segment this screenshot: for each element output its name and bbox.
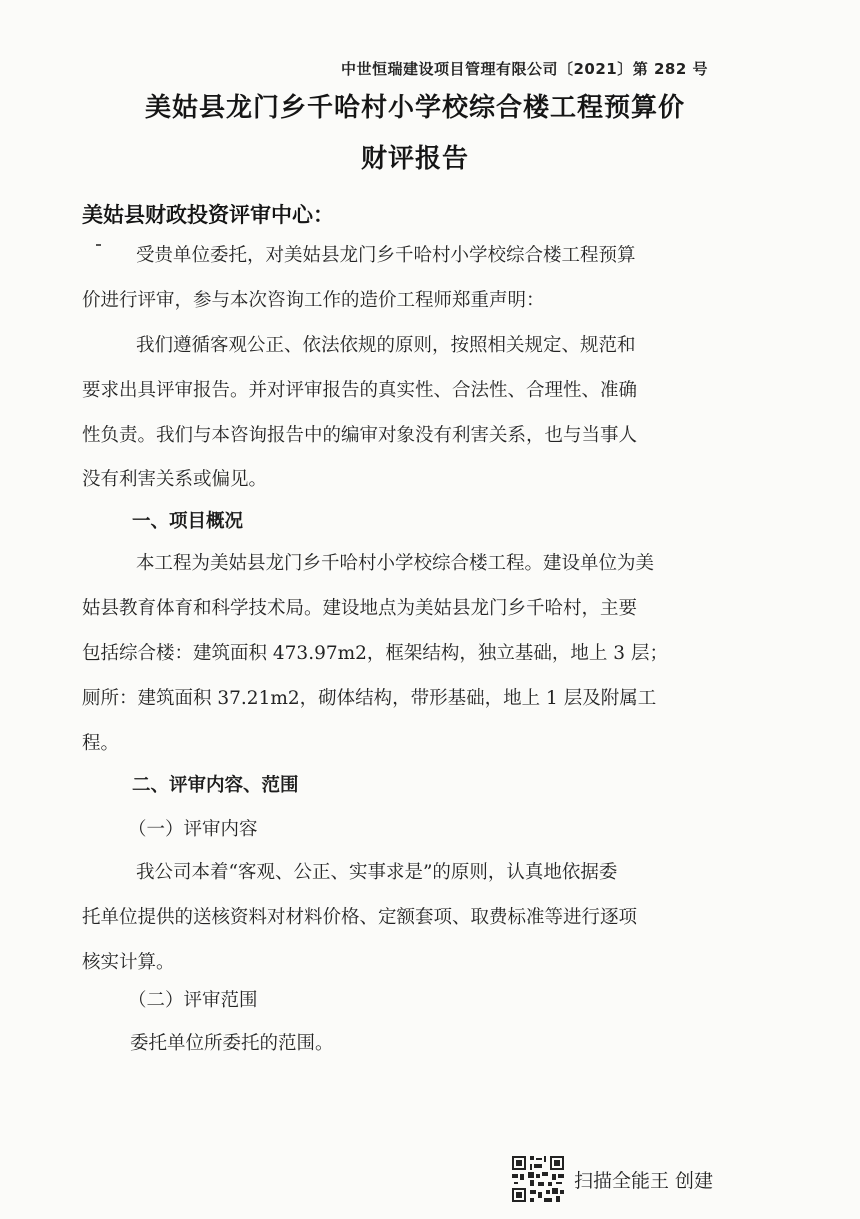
report-title-line1: 美姑县龙门乡千哈村小学校综合楼工程预算价 (144, 93, 685, 123)
section1-line-5: 程。 (82, 733, 120, 754)
sub1-line-2: 托单位提供的送核资料对材料价格、定额套项、取费标准等进行逐项 (82, 907, 638, 928)
intro-line-2: 价进行评审，参与本次咨询工作的造价工程师郑重声明： (82, 290, 545, 311)
sub2-heading: （二）评审范围 (128, 990, 258, 1011)
sub2-line: 委托单位所委托的范围。 (130, 1033, 334, 1054)
section1-heading: 一、项目概况 (132, 511, 244, 532)
addressee: 美姑县财政投资评审中心： (82, 203, 334, 227)
section2-heading: 二、评审内容、范围 (132, 775, 299, 796)
declaration-line-1: 我们遵循客观公正、依法依规的原则，按照相关规定、规范和 (136, 335, 636, 356)
scan-speck (96, 244, 101, 246)
section1-line-2: 姑县教育体育和科学技术局。建设地点为美姑县龙门乡千哈村，主要 (82, 598, 638, 619)
section1-line-4: 厕所：建筑面积 37.21m2，砌体结构，带形基础，地上 1 层及附属工 (82, 688, 657, 709)
report-title-line2: 财评报告 (360, 144, 469, 174)
sub1-line-3: 核实计算。 (82, 952, 175, 973)
sub1-line-1: 我公司本着“客观、公正、实事求是”的原则，认真地依据委 (136, 862, 618, 883)
section1-line-1: 本工程为美姑县龙门乡千哈村小学校综合楼工程。建设单位为美 (136, 553, 655, 574)
section1-line-3: 包括综合楼：建筑面积 473.97m2，框架结构，独立基础，地上 3 层； (82, 643, 668, 664)
declaration-line-2: 要求出具评审报告。并对评审报告的真实性、合法性、合理性、准确 (82, 380, 638, 401)
qr-code-icon (510, 1154, 566, 1204)
scanner-watermark-text: 扫描全能王 创建 (574, 1170, 714, 1192)
document-number: 中世恒瑞建设项目管理有限公司〔2021〕第 282 号 (340, 60, 708, 78)
declaration-line-3: 性负责。我们与本咨询报告中的编审对象没有利害关系，也与当事人 (82, 425, 638, 446)
intro-line-1: 受贵单位委托，对美姑县龙门乡千哈村小学校综合楼工程预算 (136, 245, 636, 266)
sub1-heading: （一）评审内容 (128, 819, 258, 840)
declaration-line-4: 没有利害关系或偏见。 (82, 469, 268, 490)
